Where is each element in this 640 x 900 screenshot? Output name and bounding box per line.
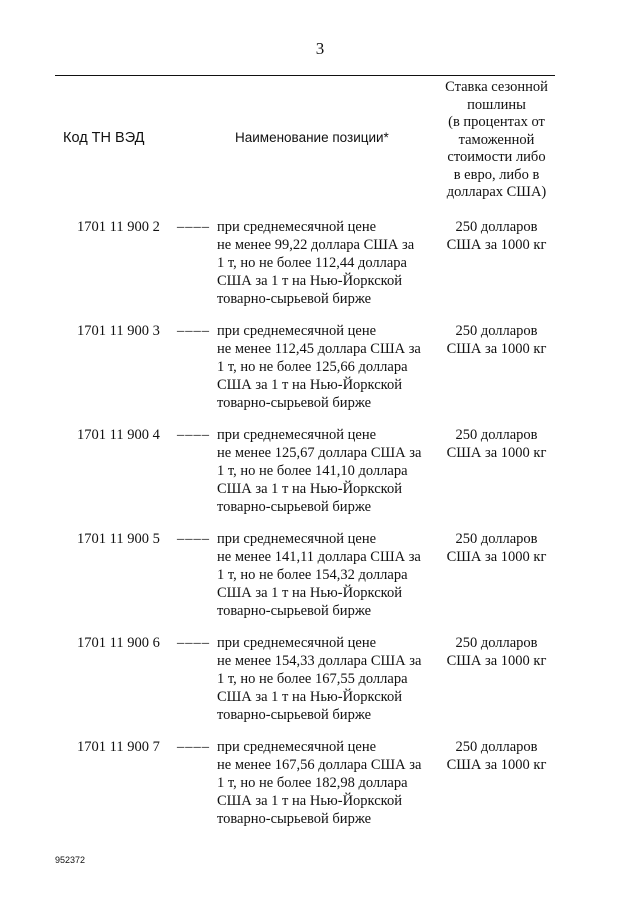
- header-rate-line: в евро, либо в: [453, 166, 540, 183]
- row-description-line: 1 т, но не более 141,10 доллара: [217, 463, 408, 479]
- row-rate-line: США за 1000 кг: [446, 445, 547, 461]
- row-description-line: при среднемесячной цене: [217, 427, 377, 443]
- row-description: [217, 322, 437, 412]
- row-description-line: США за 1 т на Нью-Йоркской: [217, 585, 402, 601]
- header-rate-line: (в процентах от: [448, 114, 545, 130]
- row-rate-line: 250 долларов: [455, 323, 538, 339]
- header-rate-line: стоимости либо: [447, 149, 546, 165]
- row-description-line: не менее 141,11 доллара США за: [217, 549, 421, 565]
- row-code: 1701 11 900 6: [77, 635, 160, 651]
- table-row: [55, 426, 555, 530]
- row-rate: [438, 218, 555, 254]
- row-description-line: при среднемесячной цене: [217, 219, 377, 235]
- row-rate: [438, 634, 555, 670]
- row-rate: [438, 530, 555, 566]
- row-description-line: при среднемесячной цене: [217, 635, 377, 651]
- row-code: 1701 11 900 7: [77, 739, 160, 755]
- row-dashes: ––––: [177, 427, 210, 443]
- header-rate-label: [438, 79, 555, 202]
- row-description-line: не менее 167,56 доллара США за: [217, 757, 422, 773]
- row-rate-line: США за 1000 кг: [446, 653, 547, 669]
- row-description-line: не менее 154,33 доллара США за: [217, 653, 422, 669]
- row-code: 1701 11 900 4: [77, 427, 160, 443]
- table-row: [55, 218, 555, 322]
- row-description: [217, 218, 437, 308]
- header-code-label: Код ТН ВЭД: [63, 130, 145, 146]
- row-description-line: 1 т, но не более 154,32 доллара: [217, 567, 408, 583]
- row-rate-line: 250 долларов: [455, 427, 538, 443]
- row-rate: [438, 738, 555, 774]
- row-rate-line: США за 1000 кг: [446, 757, 547, 773]
- row-description-line: товарно-сырьевой бирже: [217, 395, 372, 411]
- row-rate-line: США за 1000 кг: [446, 549, 547, 565]
- row-code: 1701 11 900 2: [77, 219, 160, 235]
- row-description: [217, 634, 437, 724]
- table-row: [55, 322, 555, 426]
- row-dashes: ––––: [177, 739, 210, 755]
- row-rate-line: 250 долларов: [455, 531, 538, 547]
- header-rate-line: Ставка сезонной: [445, 79, 548, 95]
- row-rate: [438, 322, 555, 358]
- row-rate-line: США за 1000 кг: [446, 237, 547, 253]
- row-description: [217, 426, 437, 516]
- row-description-line: не менее 112,45 доллара США за: [217, 341, 421, 357]
- document-footer-code: 952372: [55, 855, 86, 865]
- row-description-line: 1 т, но не более 112,44 доллара: [217, 255, 407, 271]
- row-description-line: товарно-сырьевой бирже: [217, 811, 372, 827]
- row-description-line: США за 1 т на Нью-Йоркской: [217, 377, 402, 393]
- header-rate-line: таможенной: [458, 131, 535, 148]
- row-description-line: товарно-сырьевой бирже: [217, 707, 372, 723]
- table-row: [55, 634, 555, 738]
- row-rate-line: 250 долларов: [455, 635, 538, 651]
- row-description-line: США за 1 т на Нью-Йоркской: [217, 689, 402, 705]
- row-description-line: США за 1 т на Нью-Йоркской: [217, 273, 402, 289]
- row-description-line: товарно-сырьевой бирже: [217, 499, 372, 515]
- table-body: [55, 218, 555, 842]
- row-description-line: товарно-сырьевой бирже: [217, 291, 372, 307]
- row-dashes: ––––: [177, 219, 210, 235]
- row-description-line: 1 т, но не более 125,66 доллара: [217, 359, 408, 375]
- row-rate-line: 250 долларов: [455, 739, 538, 755]
- row-description-line: при среднемесячной цене: [217, 531, 377, 547]
- row-description: [217, 738, 437, 828]
- row-description-line: 1 т, но не более 182,98 доллара: [217, 775, 408, 791]
- header-name-label: Наименование позиции*: [235, 130, 389, 145]
- row-description-line: товарно-сырьевой бирже: [217, 603, 372, 619]
- table-row: [55, 530, 555, 634]
- row-description-line: при среднемесячной цене: [217, 323, 377, 339]
- row-rate-line: США за 1000 кг: [446, 341, 547, 357]
- row-code: 1701 11 900 3: [77, 323, 160, 339]
- row-rate-line: 250 долларов: [455, 219, 538, 235]
- row-description-line: при среднемесячной цене: [217, 739, 377, 755]
- page-number: 3: [315, 39, 325, 58]
- row-code: 1701 11 900 5: [77, 531, 160, 547]
- row-description-line: 1 т, но не более 167,55 доллара: [217, 671, 408, 687]
- header-rate-line: долларах США): [446, 184, 547, 200]
- table-row: [55, 738, 555, 842]
- row-description-line: не менее 99,22 доллара США за: [217, 237, 415, 253]
- row-description-line: не менее 125,67 доллара США за: [217, 445, 422, 461]
- row-rate: [438, 426, 555, 462]
- row-description: [217, 530, 437, 620]
- table-header: [55, 75, 555, 205]
- header-rate-line: пошлины: [467, 96, 526, 113]
- row-dashes: ––––: [177, 323, 210, 339]
- row-dashes: ––––: [177, 635, 210, 651]
- row-dashes: ––––: [177, 531, 210, 547]
- row-description-line: США за 1 т на Нью-Йоркской: [217, 793, 402, 809]
- row-description-line: США за 1 т на Нью-Йоркской: [217, 481, 402, 497]
